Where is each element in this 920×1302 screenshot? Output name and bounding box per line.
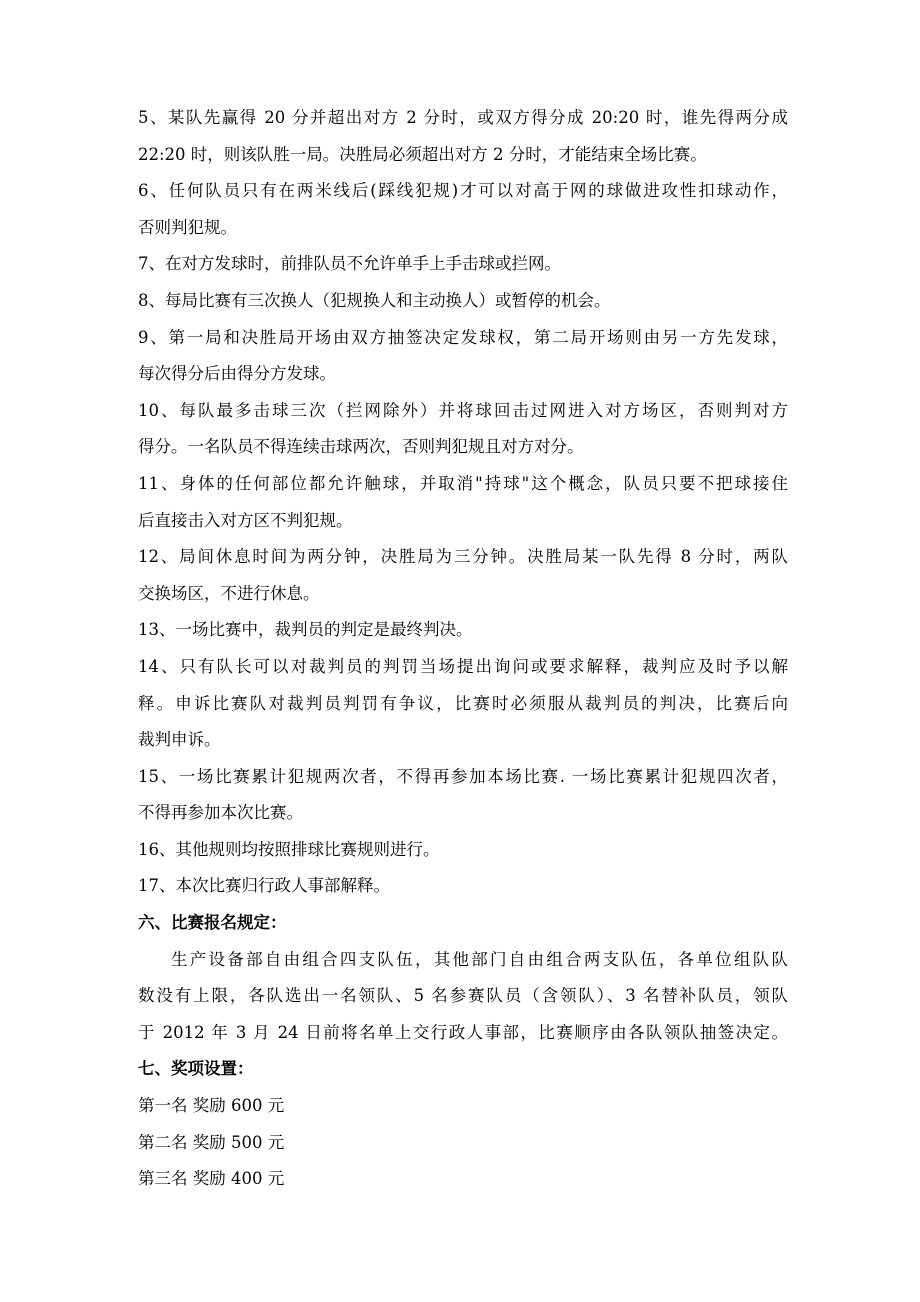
prize-first: 第一名 奖励 600 元	[138, 1096, 285, 1116]
document-page	[138, 100, 788, 1198]
rule-10-line-1: 10、每队最多击球三次（拦网除外）并将球回击过网进入对方场区，否则判对方	[138, 400, 788, 420]
prize-second: 第二名 奖励 500 元	[138, 1132, 285, 1152]
rule-15-line-1: 15、一场比赛累计犯规两次者，不得再参加本场比赛. 一场比赛累计犯规四次者，	[138, 766, 788, 786]
prize-third: 第三名 奖励 400 元	[138, 1169, 285, 1189]
rule-17-line-1: 17、本次比赛归行政人事部解释。	[138, 876, 390, 896]
rule-11-line-2: 后直接击入对方区不判犯规。	[138, 510, 353, 530]
rule-14-line-1: 14、只有队长可以对裁判员的判罚当场提出询问或要求解释，裁判应及时予以解	[138, 656, 788, 676]
section-6-heading: 六、比赛报名规定：	[138, 913, 287, 933]
section-7-heading: 七、奖项设置：	[138, 1059, 254, 1079]
rule-9-line-2: 每次得分后由得分方发球。	[138, 364, 336, 384]
section-6-line-2: 数没有上限，各队选出一名领队、5 名参赛队员（含领队）、3 名替补队员，领队	[138, 986, 788, 1006]
section-6-line-1: 生产设备部自由组合四支队伍，其他部门自由组合两支队伍，各单位组队队	[171, 949, 788, 969]
rule-9-line-1: 9、第一局和决胜局开场由双方抽签决定发球权，第二局开场则由另一方先发球，	[138, 327, 788, 347]
rule-5-line-2: 22:20 时，则该队胜一局。决胜局必须超出对方 2 分时，才能结束全场比赛。	[138, 144, 707, 164]
rule-5-line-1: 5、某队先赢得 20 分并超出对方 2 分时，或双方得分成 20:20 时，谁先得两分成	[138, 108, 788, 127]
rule-15-line-2: 不得再参加本次比赛。	[138, 803, 303, 823]
rule-14-line-2: 释。申诉比赛队对裁判员判罚有争议，比赛时必须服从裁判员的判决，比赛后向	[138, 693, 788, 713]
rule-12-line-2: 交换场区，不进行休息。	[138, 583, 320, 603]
rule-8-line-1: 8、每局比赛有三次换人（犯规换人和主动换人）或暂停的机会。	[138, 290, 611, 310]
rule-6-line-1: 6、任何队员只有在两米线后(踩线犯规)才可以对高于网的球做进攻性扣球动作，	[138, 181, 788, 201]
rule-14-line-3: 裁判申诉。	[138, 730, 221, 750]
section-6-line-3: 于 2012 年 3 月 24 日前将名单上交行政人事部，比赛顺序由各队领队抽签决定。	[138, 1022, 788, 1042]
rule-11-line-1: 11、身体的任何部位都允许触球，并取消"持球"这个概念，队员只要不把球接住	[138, 473, 788, 493]
rule-10-line-2: 得分。一名队员不得连续击球两次，否则判犯规且对方对分。	[138, 437, 584, 457]
rule-13-line-1: 13、一场比赛中，裁判员的判定是最终判决。	[138, 620, 473, 640]
rule-6-line-2: 否则判犯规。	[138, 217, 237, 237]
rule-12-line-1: 12、局间休息时间为两分钟，决胜局为三分钟。决胜局某一队先得 8 分时，两队	[138, 547, 788, 567]
rule-16-line-1: 16、其他规则均按照排球比赛规则进行。	[138, 839, 440, 859]
rule-7-line-1: 7、在对方发球时，前排队员不允许单手上手击球或拦网。	[138, 254, 561, 274]
